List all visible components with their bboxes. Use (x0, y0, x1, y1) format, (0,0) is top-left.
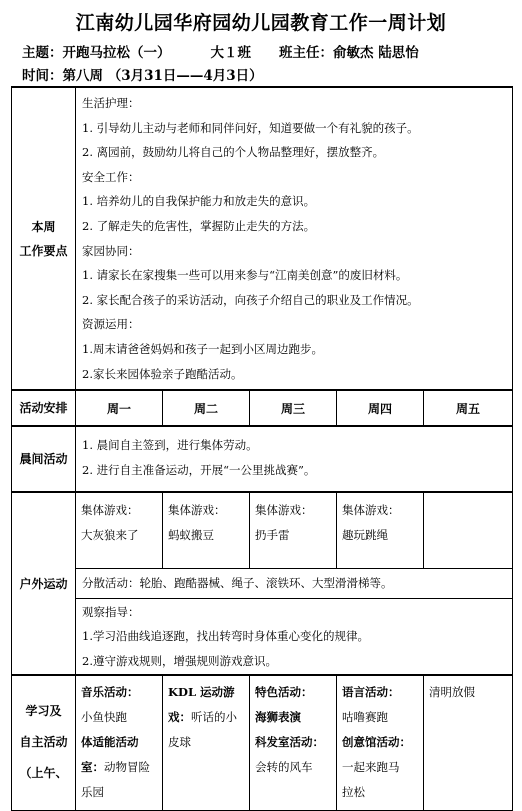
focus-line: 2.家长来园体验亲子跑酷活动。 (82, 366, 243, 381)
game-cell-tue: 集体游戏： 蚂蚁搬豆 (163, 492, 250, 568)
morning-line: 2. 进行自主准备运动，开展“一公里挑战赛”。 (82, 462, 316, 477)
study-row (12, 675, 513, 810)
outdoor-label: 户外运动 (12, 492, 76, 675)
focus-line: 生活护理： (82, 96, 140, 110)
day-header-mon: 周一 (76, 390, 163, 426)
outdoor-games-row (12, 492, 513, 568)
guide-line: 1.学习沿曲线追逐跑，找出转弯时身体重心变化的规律。 (82, 629, 369, 644)
plan-meta-line (22, 41, 419, 61)
day-header-tue: 周二 (163, 390, 250, 426)
day-header-thu: 周四 (337, 390, 424, 426)
guide-line: 2.遵守游戏规则，增强规则游戏意识。 (82, 653, 277, 668)
focus-line: 2. 了解走失的危害性，掌握防止走失的方法。 (82, 218, 316, 233)
outdoor-guide-row (12, 598, 513, 675)
focus-line: 2. 离园前，鼓励幼儿将自己的个人物品整理好，摆放整齐。 (82, 145, 385, 160)
schedule-label: 活动安排 (12, 390, 76, 426)
focus-line: 1. 请家长在家搜集一些可以用来参与“江南美创意”的废旧材料。 (82, 268, 408, 283)
morning-label: 晨间活动 (12, 426, 76, 492)
morning-row (12, 426, 513, 492)
day-header-wed: 周三 (250, 390, 337, 426)
study-cell-thu: 语言活动： 咕噜赛跑 创意馆活动： 一起来跑马 拉松 (337, 675, 424, 810)
study-cell-tue: KDL 运动游 戏：听话的小 皮球 (163, 675, 250, 810)
time-value: 第八周 （3月31日——4月3日） (62, 68, 263, 84)
game-cell-thu: 集体游戏： 趣玩跳绳 (337, 492, 424, 568)
teacher-label: 班主任： (279, 45, 333, 61)
focus-line: 家园协同： (82, 243, 140, 258)
day-header-fri: 周五 (424, 390, 513, 426)
game-cell-wed: 集体游戏： 扔手雷 (250, 492, 337, 568)
morning-content (76, 426, 513, 492)
focus-line: 安全工作： (82, 169, 140, 184)
focus-line: 2. 家长配合孩子的采访活动，向孩子介绍自己的职业及工作情况。 (82, 292, 419, 307)
focus-line: 资源运用： (82, 317, 140, 332)
morning-line: 1. 晨间自主签到，进行集体劳动。 (82, 438, 258, 452)
study-cell-fri: 清明放假 (424, 675, 513, 810)
focus-row (12, 87, 513, 390)
guide-head: 观察指导： (82, 604, 140, 619)
schedule-header-row (12, 390, 513, 426)
outdoor-scatter-row (12, 568, 513, 598)
focus-line: 1. 培养幼儿的自我保护能力和放走失的意识。 (82, 194, 316, 209)
page-title: 江南幼儿园华府园幼儿园教育工作一周计划 (75, 12, 447, 34)
study-cell-wed: 特色活动： 海狮表演 科发室活动： 会转的风车 (250, 675, 337, 810)
focus-line: 1.周末请爸爸妈妈和孩子一起到小区周边跑步。 (82, 341, 323, 356)
class-value: 大１班 (210, 45, 251, 61)
time-label: 时间： (22, 68, 63, 84)
focus-label: 本周 工作要点 (12, 87, 76, 390)
teacher-names: 俞敏杰 陆思怡 (333, 45, 419, 61)
theme-label: 主题： (22, 45, 63, 61)
focus-content (76, 87, 513, 390)
theme-value: 开跑马拉松（一） (62, 45, 171, 61)
focus-line: 1. 引导幼儿主动与老师和同伴问好，知道要做一个有礼貌的孩子。 (82, 120, 419, 135)
scatter-activity: 分散活动：轮胎、跑酷器械、绳子、滚铁环、大型滑滑梯等。 (76, 568, 513, 598)
guide-content (76, 598, 513, 675)
game-cell-fri (424, 492, 513, 568)
weekly-plan-table (11, 86, 513, 811)
study-cell-mon: 音乐活动： 小鱼快跑 体适能活动 室：动物冒险 乐园 (76, 675, 163, 810)
study-label: 学习及 自主活动 （上午、 (12, 675, 76, 810)
plan-time-line (22, 64, 263, 84)
game-cell-mon: 集体游戏： 大灰狼来了 (76, 492, 163, 568)
